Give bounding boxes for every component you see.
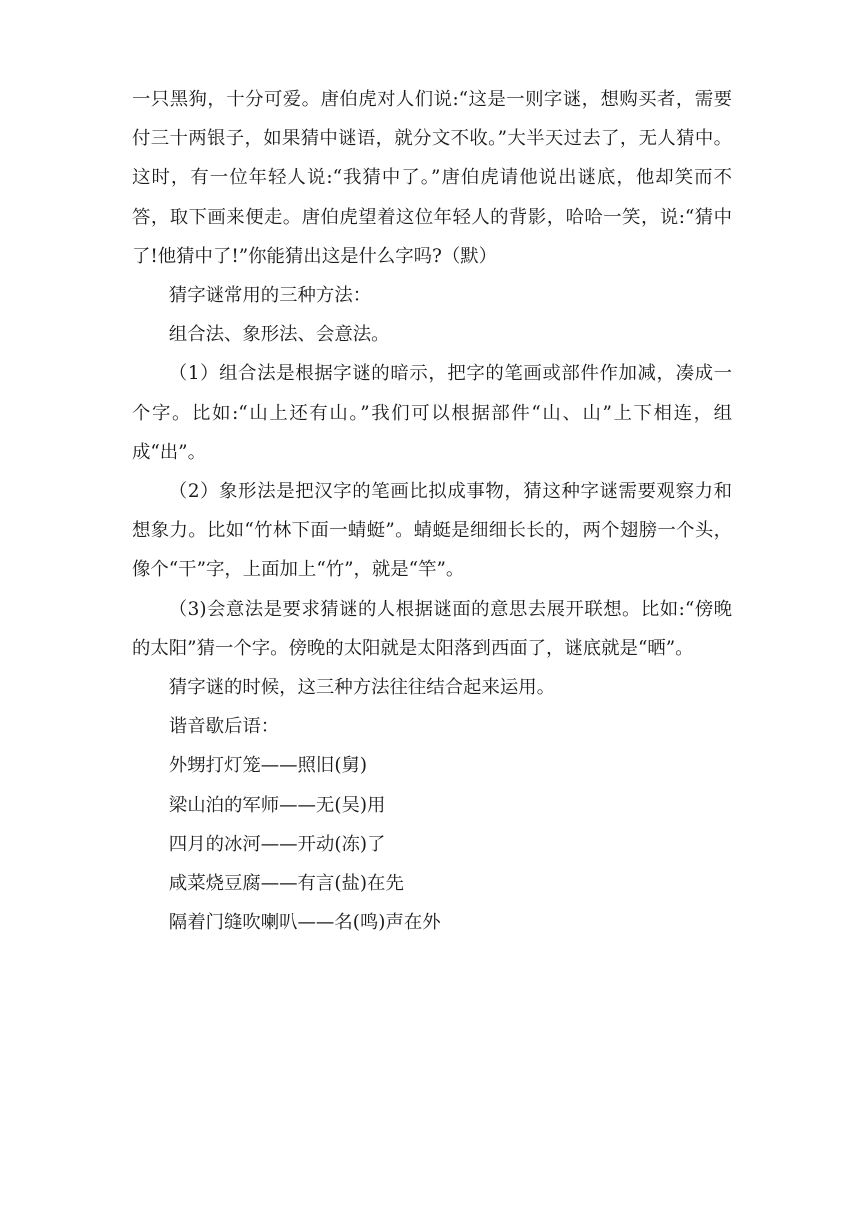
paragraph-associative-method: （3)会意法是要求猜谜的人根据谜面的意思去展开联想。比如:“傍晚的太阳”猜一个字。傍晚的太阳就是太阳落到西面了，谜底就是“晒”。 bbox=[132, 598, 732, 659]
paragraph-combination-method: （1）组合法是根据字谜的暗示，把字的笔画或部件作加减，凑成一个字。比如:“山上还有山。”我们可以根据部件“山、山”上下相连，组成“出”。 bbox=[132, 363, 732, 463]
paragraph-methods-list: 组合法、象形法、会意法。 bbox=[168, 324, 390, 346]
xiehouyu-item: 咸菜烧豆腐——有言(盐)在先 bbox=[168, 873, 404, 895]
xiehouyu-item: 隔着门缝吹喇叭——名(鸣)声在外 bbox=[168, 912, 441, 934]
xiehouyu-item: 梁山泊的军师——无(吴)用 bbox=[168, 794, 386, 816]
xiehouyu-item: 四月的冰河——开动(冻)了 bbox=[168, 833, 386, 855]
paragraph-pictographic-method: （2）象形法是把汉字的笔画比拟成事物，猜这种字谜需要观察力和想象力。比如“竹林下面一蜻蜓”。蜻蜓是细细长长的，两个翅膀一个头，像个“干”字，上面加上“竹”，就是“竿”。 bbox=[132, 481, 732, 581]
xiehouyu-item: 外甥打灯笼——照旧(舅) bbox=[168, 755, 368, 777]
paragraph-methods-summary: 猜字谜的时候，这三种方法往往结合起来运用。 bbox=[168, 677, 556, 699]
paragraph-methods-heading: 猜字谜常用的三种方法： bbox=[168, 285, 372, 307]
paragraph-xiehouyu-heading: 谐音歇后语： bbox=[168, 716, 280, 738]
paragraph-story: 一只黑狗，十分可爱。唐伯虎对人们说:“这是一则字谜，想购买者，需要付三十两银子，如果猜中谜语，就分文不收。”大半天过去了，无人猜中。这时，有一位年轻人说:“我猜中了。”唐伯虎请他说出谜底，他却笑而不答，取下画来便走。唐伯虎望着这位年轻人的背影，哈哈一笑，说:“猜中了!他猜中了!”你能猜出这是什么字吗?（默） bbox=[132, 89, 732, 267]
document-body bbox=[132, 80, 732, 942]
